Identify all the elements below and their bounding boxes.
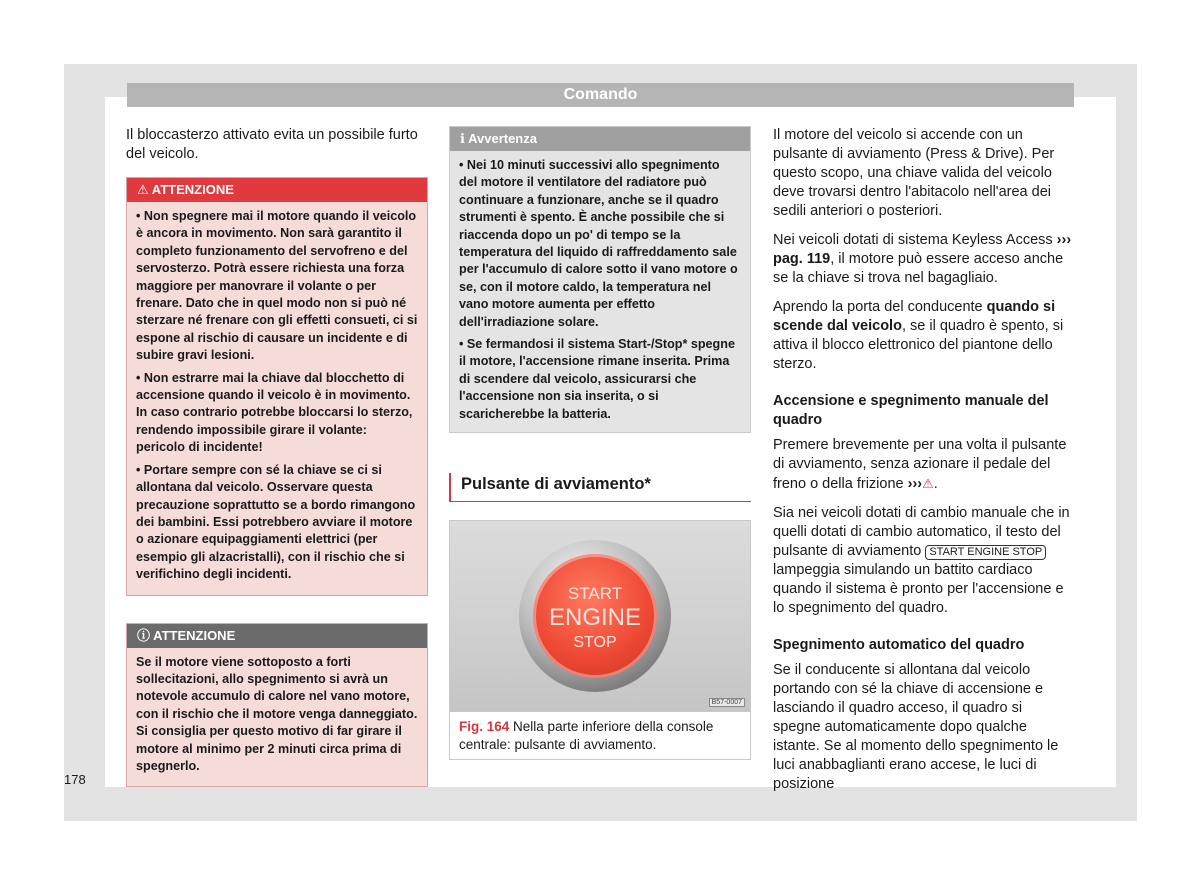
warning-triangle-icon: ⚠ xyxy=(922,476,934,491)
figure-caption-text: Nella parte inferiore della console centrale: pulsante di avviamento. xyxy=(459,719,714,753)
warning-box-2 xyxy=(126,623,428,788)
warning-box-1 xyxy=(126,177,428,596)
paragraph-1: Il motore del veicolo si accende con un pulsante di avviamento (Press & Drive). Per questo scopo, una chiave valida del veicolo deve trovarsi dentro l'abitacolo nell'area dei sedili anteriori o posteriori. xyxy=(773,127,1055,219)
paragraph-4 xyxy=(773,436,1073,494)
column-left xyxy=(126,126,428,787)
warning-body-1 xyxy=(127,202,427,595)
paragraph-4-post: . xyxy=(933,476,938,492)
page-number: 178 xyxy=(64,772,86,787)
note-box xyxy=(449,126,751,433)
column-middle xyxy=(449,126,751,760)
note-body xyxy=(450,151,750,432)
paragraph-3 xyxy=(773,298,1073,374)
figure-box xyxy=(449,520,751,760)
paragraph-5-pre: Sia nei veicoli dotati di cambio manuale che in quelli dotati di cambio automatico, il testo del pulsante di avviamento xyxy=(773,505,1070,559)
column-right xyxy=(773,126,1073,804)
paragraph-4-pre: Premere brevemente per una volta il pulsante di avviamento, senza azionare il pedale del freno o della frizione xyxy=(773,437,1067,492)
figure-label: Fig. 164 xyxy=(459,719,510,735)
start-button-ring xyxy=(519,540,671,692)
subheading-1: Accensione e spegnimento manuale del quadro xyxy=(773,393,1049,428)
note-item: • Se fermandosi il sistema Start-/Stop* spegne il motore, l'accensione rimane inserita. Prima di scendere dal veicolo, assicurarsi che l'accensione non sia inserita, o si scaricherebbe la batteria. xyxy=(459,337,735,421)
note-item: • Nei 10 minuti successivi allo spegnimento del motore il ventilatore del radiatore può continuare a funzionare, anche se il quadro strumenti è spento. È anche possibile che si riaccenda dopo un po' di tempo se la temperatura del liquido di raffreddamento sale per l'accumulo di calore sotto il vano motore o se, con il motore caldo, la temperatura nel vano motore aumenta per effetto dell'irradiazione solare. xyxy=(459,158,738,329)
warning-header-1 xyxy=(127,178,427,202)
section-header: Comando xyxy=(127,83,1074,107)
figure-caption xyxy=(450,712,750,759)
figure-code: B57-0007 xyxy=(709,698,745,707)
intro-paragraph: Il bloccasterzo attivato evita un possibile furto del veicolo. xyxy=(126,127,418,162)
note-title: Avvertenza xyxy=(468,131,537,146)
paragraph-3-pre: Aprendo la porta del conducente xyxy=(773,299,987,315)
start-button-face xyxy=(533,554,657,678)
warning-triangle-icon: ⚠ xyxy=(137,182,149,197)
paragraph-2-pre: Nei veicoli dotati di sistema Keyless Access xyxy=(773,232,1057,248)
warning-title-2: ATTENZIONE xyxy=(153,627,236,643)
subheading-2: Spegnimento automatico del quadro xyxy=(773,637,1025,653)
caution-circle-icon: ⓘ xyxy=(137,627,151,643)
page-reference-link[interactable]: ››› pag. 119 xyxy=(773,232,1072,267)
warning-title-1: ATTENZIONE xyxy=(151,182,234,197)
button-label-engine: ENGINE xyxy=(548,604,641,632)
paragraph-2 xyxy=(773,231,1073,288)
paragraph-5-post: lampeggia simulando un battito cardiaco quando il sistema è pronto per l'accensione e lo spegnimento del quadro. xyxy=(773,562,1064,616)
warning-item: • Non spegnere mai il motore quando il veicolo è ancora in movimento. Non sarà garantito il completo funzionamento del servofreno e del servosterzo. Potrà essere richiesta una forza maggiore per manovrare il volante o per frenare. Dato che in quel modo non si può né sterzare né frenare con gli effetti consueti, ci si espone al rischio di causare un incidente e di subire gravi lesioni. xyxy=(136,209,418,363)
paragraph-3-post: , se il quadro è spento, si attiva il blocco elettronico del piantone dello sterzo. xyxy=(773,318,1064,372)
warning-text: Se il motore viene sottoposto a forti sollecitazioni, allo spegnimento si avrà un notevole accumulo di calore nel vano motore, con il rischio che il motore venga danneggiato. Si consiglia per questo motivo di far girare il motore al minimo per 2 minuti circa prima di spegnerlo. xyxy=(136,654,418,773)
paragraph-2-post: , il motore può essere acceso anche se la chiave si trova nel bagagliaio. xyxy=(773,251,1064,286)
warning-header-2 xyxy=(127,624,427,648)
note-header xyxy=(450,127,750,151)
warning-item: • Portare sempre con sé la chiave se ci si allontana dal veicolo. Osservare questa precauzione soprattutto se a bordo rimangono dei bambini. Essi potrebbero avviare il motore o azionare equipaggiamenti elettrici (per esempio gli alzacristalli), con il rischio che si verifichino degli incidenti. xyxy=(136,462,416,582)
paragraph-6: Se il conducente si allontana dal veicolo portando con sé la chiave di accensione e lasciando il quadro acceso, il quadro si spegne automaticamente dopo qualche istante. Se al momento dello spegnimento le luci anabbaglianti erano accese, le luci di posizione xyxy=(773,662,1059,792)
paragraph-3-bold: quando si scende dal veicolo xyxy=(773,299,1056,334)
warning-reference-link[interactable]: ››› xyxy=(907,476,923,492)
warning-body-2 xyxy=(127,648,427,787)
warning-item: • Non estrarre mai la chiave dal blocchetto di accensione quando il veicolo è in movimento. In caso contrario potrebbe bloccarsi lo sterzo, rendendo impossibile girare il volante: pericolo di incidente! xyxy=(136,370,413,455)
button-label-stop: STOP xyxy=(573,634,617,652)
button-label-start: START xyxy=(567,584,623,604)
paragraph-5 xyxy=(773,504,1073,618)
figure-image xyxy=(450,521,750,712)
info-icon: ℹ xyxy=(460,131,465,146)
start-engine-stop-key: START ENGINE STOP xyxy=(925,545,1046,560)
section-title: Pulsante di avviamento* xyxy=(449,473,751,502)
